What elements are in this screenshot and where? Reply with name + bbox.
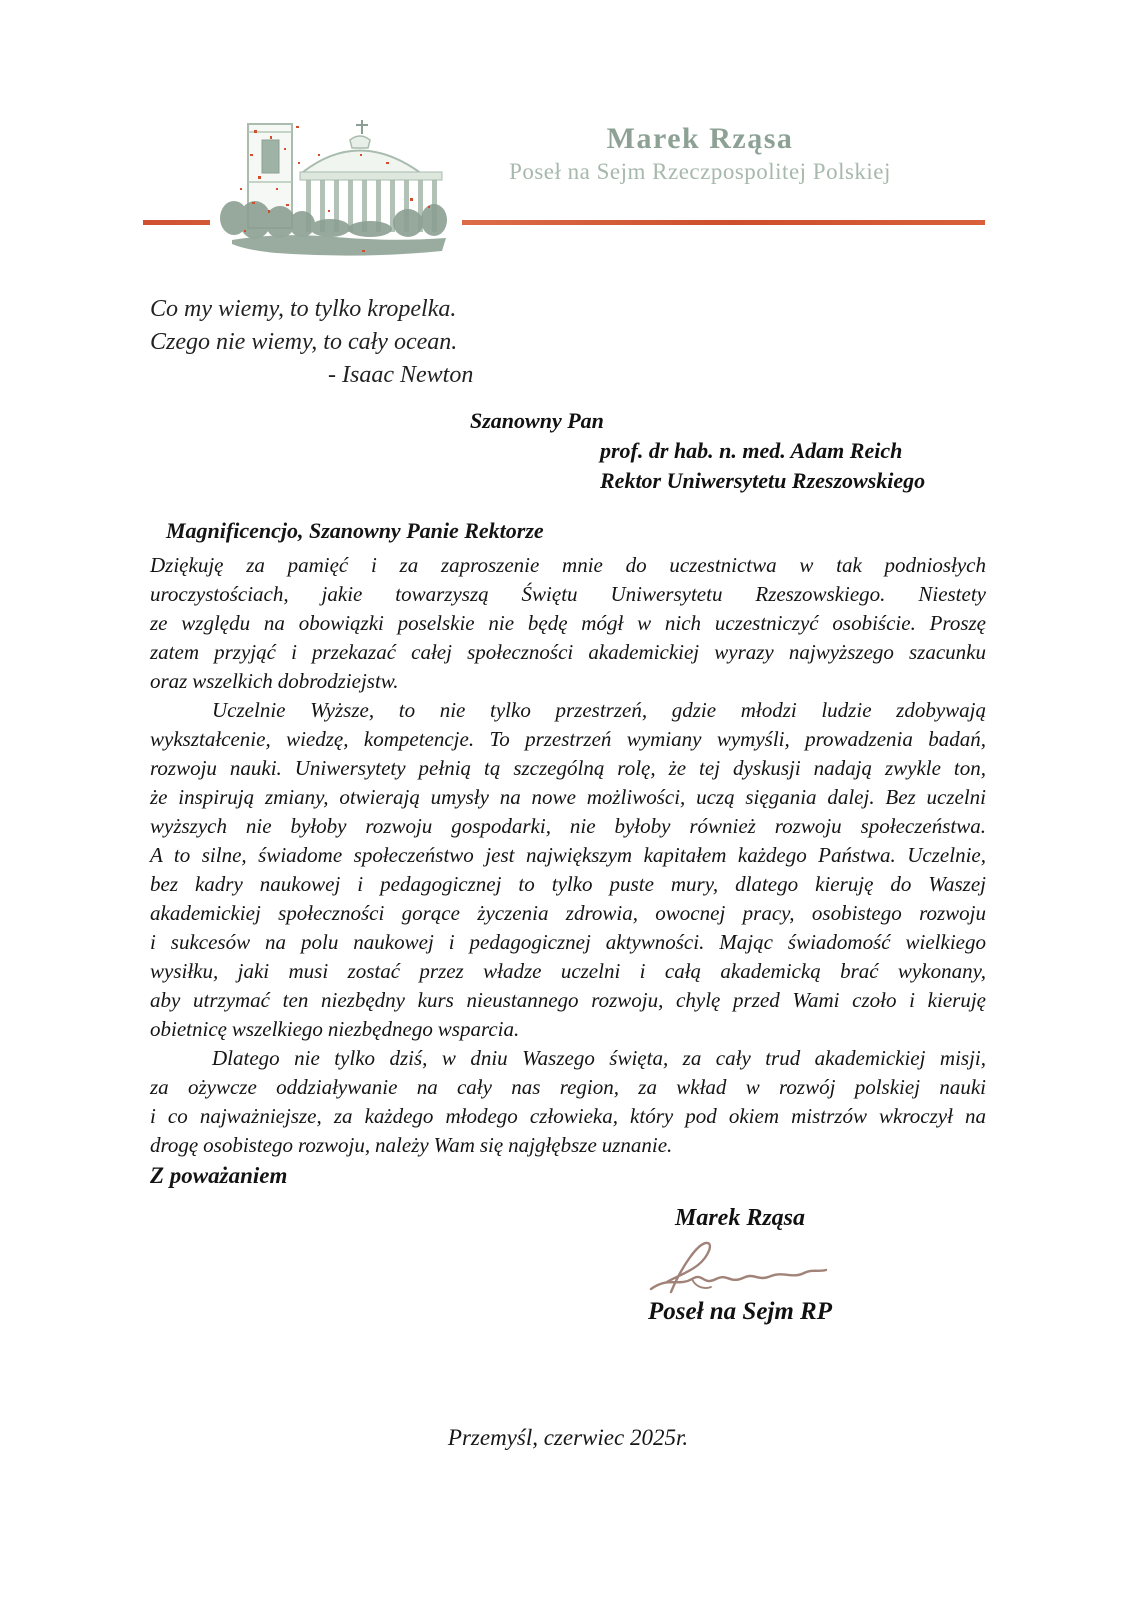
body-line: rozwoju nauki. Uniwersytety pełnią tą szczególną rolę, że tej dyskusji nadają zwykle ton, xyxy=(150,756,986,780)
body-line: ze względu na obowiązki poselskie nie będę mógł w nich uczestniczyć osobiście. Proszę xyxy=(150,611,986,635)
quote-attribution: - Isaac Newton xyxy=(328,362,474,388)
body-line: uroczystościach, jakie towarzyszą Świętu Uniwersytetu Rzeszowskiego. Niestety xyxy=(150,582,986,606)
addressee-title: Rektor Uniwersytetu Rzeszowskiego xyxy=(600,468,926,493)
addressee-salutation: Szanowny Pan xyxy=(470,408,604,433)
quote-line-1: Co my wiemy, to tylko kropelka. xyxy=(150,296,457,322)
body-line: i co najważniejsze, za każdego młodego człowieka, który pod okiem mistrzów wkroczył na xyxy=(150,1104,986,1128)
body-line: oraz wszelkich dobrodziejstw. xyxy=(150,669,399,693)
body-line: obietnicę wszelkiego niezbędnego wsparcia. xyxy=(150,1017,520,1041)
signature-block xyxy=(570,1205,910,1326)
body-line: że inspirują zmiany, otwierają umysły na nowe możliwości, uczą sięgania dalej. Bez uczelni xyxy=(150,785,986,809)
body-line: Uczelnie Wyższe, to nie tylko przestrzeń, gdzie młodzi ludzie zdobywają xyxy=(212,698,986,722)
signer-name: Marek Rząsa xyxy=(674,1205,806,1231)
place-and-date: Przemyśl, czerwiec 2025r. xyxy=(447,1425,689,1450)
quote-line-2: Czego nie wiemy, to cały ocean. xyxy=(150,329,458,355)
letterhead-name: Marek Rząsa xyxy=(606,122,794,155)
body-line: wysiłku, jaki musi zostać przez władze uczelni i całą akademicką brać wykonany, xyxy=(150,959,986,983)
body-line: i sukcesów na polu naukowej i pedagogicznej aktywności. Mając świadomość wielkiego xyxy=(150,930,986,954)
body-line: aby utrzymać ten niezbędny kurs nieustannego rozwoju, chylę przed Wami czoło i kieruję xyxy=(150,988,986,1012)
body-line: wyższych nie byłoby rozwoju gospodarki, nie byłoby również rozwoju społeczeństwa. xyxy=(150,814,986,838)
body-line: wykształcenie, wiedzę, kompetencje. To przestrzeń wymiany wymyśli, prowadzenia badań, xyxy=(150,727,986,751)
addressee-block xyxy=(470,406,925,496)
body-line: drogę osobistego rozwoju, należy Wam się najgłębsze uznanie. xyxy=(150,1133,673,1157)
body-line: bez kadry naukowej i pedagogicznej to tylko puste mury, dlatego kieruję do Waszej xyxy=(150,872,986,896)
letterhead-subtitle: Poseł na Sejm Rzeczpospolitej Polskiej xyxy=(509,159,891,184)
body-line: A to silne, świadome społeczeństwo jest największym kapitałem każdego Państwa. Uczelnie, xyxy=(150,843,986,867)
body-line: akademickiej społeczności gorące życzenia zdrowia, owocnej pracy, osobistego rozwoju xyxy=(150,901,986,925)
addressee-name: prof. dr hab. n. med. Adam Reich xyxy=(600,438,903,463)
letter-greeting: Magnificencjo, Szanowny Panie Rektorze xyxy=(166,518,544,543)
signer-title: Poseł na Sejm RP xyxy=(647,1298,833,1325)
handwritten-signature-icon xyxy=(645,1238,835,1296)
body-line: Dziękuję za pamięć i za zaproszenie mnie do uczestnictwa w tak podniosłych xyxy=(150,553,986,577)
body-line: za ożywcze oddziaływanie na cały nas region, za wkład w rozwój polskiej nauki xyxy=(150,1075,986,1099)
epigraph-quote xyxy=(150,293,473,392)
body-line: Dlatego nie tylko dziś, w dniu Waszego święta, za cały trud akademickiej misji, xyxy=(212,1046,986,1070)
letter-closing: Z poważaniem xyxy=(150,1163,288,1188)
letter-paragraphs xyxy=(150,551,986,1160)
letter-body xyxy=(150,518,986,1189)
letterhead xyxy=(420,122,980,185)
body-line: zatem przyjąć i przekazać całej społeczności akademickiej wyrazy najwyższego szacunku xyxy=(150,640,986,664)
